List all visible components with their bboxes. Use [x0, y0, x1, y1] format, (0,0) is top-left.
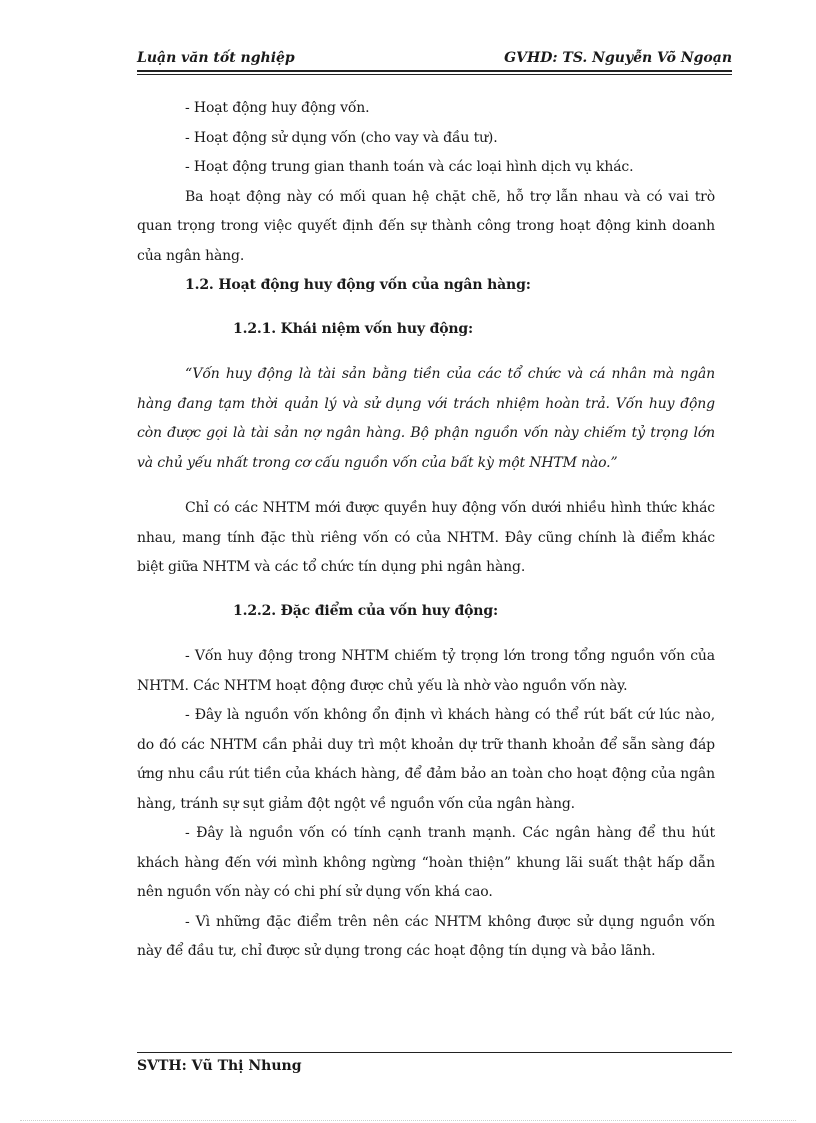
footer-divider — [137, 1052, 732, 1053]
point-unstable-source: - Đây là nguồn vốn không ổn định vì khách hàng có thể rút bất cứ lúc nào, do đó các NHTM cần phải duy trì một khoản dự trữ thanh khoản để sẵn sàng đáp ứng nhu cầu rút tiền của khách hàng, để đảm bảo an toàn cho hoạt động của ngân hàng, tránh sự sụt giảm đột ngột về nguồn vốn của ngân hàng. — [137, 707, 715, 812]
point-large-proportion: - Vốn huy động trong NHTM chiếm tỷ trọng lớn trong tổng nguồn vốn của NHTM. Các NHTM hoạt động được chủ yếu là nhờ vào nguồn vốn này. — [137, 648, 715, 694]
section-heading-1-2-2: 1.2.2. Đặc điểm của vốn huy động: — [233, 602, 498, 619]
paragraph-nhtm-exclusive: Chỉ có các NHTM mới được quyền huy động vốn dưới nhiều hình thức khác nhau, mang tính đặc thù riêng vốn có của NHTM. Đây cũng chính là điểm khác biệt giữa NHTM và các tổ chức tín dụng phi ngân hàng. — [137, 500, 715, 575]
footer-author: SVTH: Vũ Thị Nhung — [137, 1058, 302, 1074]
header-title: Luận văn tốt nghiệp — [137, 50, 295, 66]
section-heading-1-2-1: 1.2.1. Khái niệm vốn huy động: — [233, 320, 474, 337]
point-usage-restriction: - Vì những đặc điểm trên nên các NHTM không được sử dụng nguồn vốn này để đầu tư, chỉ được sử dụng trong các hoạt động tín dụng và bảo lãnh. — [137, 913, 715, 959]
header-advisor: GVHD: TS. Nguyễn Võ Ngoạn — [504, 50, 732, 66]
header-divider — [137, 70, 732, 75]
section-heading-1-2: 1.2. Hoạt động huy động vốn của ngân hàng: — [185, 277, 531, 293]
point-competitive: - Đây là nguồn vốn có tính cạnh tranh mạnh. Các ngân hàng để thu hút khách hàng đến với mình không ngừng “hoàn thiện” khung lãi suất thật hấp dẫn nên nguồn vốn này có chi phí sử dụng vốn khá cao. — [137, 825, 715, 900]
page-bottom-edge — [20, 1120, 796, 1121]
bullet-payment-services: - Hoạt động trung gian thanh toán và các loại hình dịch vụ khác. — [185, 159, 634, 175]
document-body — [137, 94, 715, 967]
bullet-capital-mobilization: - Hoạt động huy động vốn. — [185, 100, 370, 116]
paragraph-relationship: Ba hoạt động này có mối quan hệ chặt chẽ, hỗ trợ lẫn nhau và có vai trò quan trọng trong việc quyết định đến sự thành công trong hoạt động kinh doanh của ngân hàng. — [137, 188, 715, 264]
spacer — [137, 478, 715, 494]
definition-quote: “Vốn huy động là tài sản bằng tiền của các tổ chức và cá nhân mà ngân hàng đang tạm thời quản lý và sử dụng với trách nhiệm hoàn trả. Vốn huy động còn được gọi là tài sản nợ ngân hàng. Bộ phận nguồn vốn này chiếm tỷ trọng lớn và chủ yếu nhất trong cơ cấu nguồn vốn của bất kỳ một NHTM nào.” — [137, 366, 715, 471]
bullet-capital-use: - Hoạt động sử dụng vốn (cho vay và đầu tư). — [185, 129, 498, 146]
